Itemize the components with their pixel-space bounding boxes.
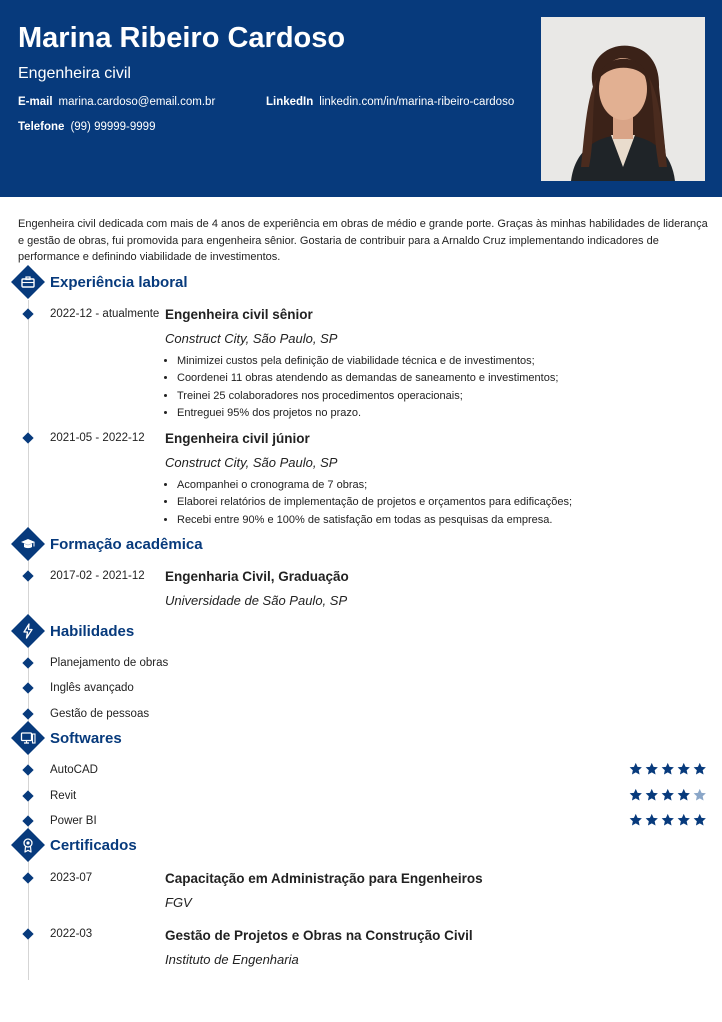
star-filled-icon [628,813,644,827]
star-filled-icon [644,788,660,802]
list-item: • Acompanhei o cronograma de 7 obras; [177,477,572,494]
timeline-marker [22,570,33,581]
job-dates: 2022-12 - atualmente [50,308,160,320]
star-filled-icon [644,762,660,776]
phone-value: (99) 99999-9999 [70,121,156,133]
list-item: • Coordenei 11 obras atendendo as demandas de saneamento e investimentos; [177,370,558,387]
header [0,0,722,197]
job-company: Construct City, São Paulo, SP [165,331,338,346]
certificates-section-title: Certificados [50,837,137,854]
professional-summary: Engenheira civil dedicada com mais de 4 anos de experiência em obras de médio e grande porte. Graças às minhas habilidades de liderança e gestão de obras, fui promovida para engenheira sênior. Gostaria de contribuir para a Arnaldo Cruz implementando indicadores de performance e definindo viabilidade de investimentos. [18,218,708,263]
software-section-title: Softwares [50,730,122,747]
linkedin-contact [266,96,514,108]
list-item: • Recebi entre 90% e 100% de satisfação em todas as pesquisas da empresa. [177,512,572,529]
timeline-marker [22,928,33,939]
certificate-title: Gestão de Projetos e Obras na Construção Civil [165,928,473,943]
software-rating [628,762,708,776]
timeline-marker [22,682,33,693]
candidate-role: Engenheira civil [18,65,131,82]
star-filled-icon [692,762,708,776]
timeline-marker [22,790,33,801]
star-filled-icon [660,788,676,802]
software-name: Revit [50,790,77,802]
timeline-marker [22,708,33,719]
timeline-marker [22,815,33,826]
education-dates: 2017-02 - 2021-12 [50,570,145,582]
job-bullets [163,353,558,422]
certificate-issuer: Instituto de Engenharia [165,952,299,967]
certificate-title: Capacitação em Administração para Engenheiros [165,871,483,886]
list-item: • Entreguei 95% dos projetos no prazo. [177,405,558,422]
experience-section-title: Experiência laboral [50,274,188,291]
certificate-issuer: FGV [165,895,192,910]
graduation-cap-icon [11,527,45,561]
candidate-name: Marina Ribeiro Cardoso [18,22,346,54]
list-item: • Minimizei custos pela definição de viabilidade técnica e de investimentos; [177,353,558,370]
software-rating [628,788,708,802]
linkedin-value[interactable]: linkedin.com/in/marina-ribeiro-cardoso [319,96,515,108]
timeline-marker [22,764,33,775]
list-item: • Treinei 25 colaboradores nos procedimentos operacionais; [177,388,558,405]
linkedin-label: LinkedIn [266,96,314,108]
software-rating [628,813,708,827]
star-filled-icon [660,762,676,776]
skill-item: Planejamento de obras [50,657,169,669]
star-filled-icon [628,788,644,802]
phone-label: Telefone [18,121,65,133]
email-value[interactable]: marina.cardoso@email.com.br [58,96,216,108]
briefcase-icon [11,265,45,299]
star-filled-icon [676,788,692,802]
job-title: Engenheira civil júnior [165,431,310,446]
star-filled-icon [628,762,644,776]
skill-item: Inglês avançado [50,682,134,694]
timeline-marker [22,432,33,443]
star-filled-icon [660,813,676,827]
timeline-marker [22,872,33,883]
star-empty-icon [692,788,708,802]
email-label: E-mail [18,96,53,108]
star-filled-icon [644,813,660,827]
certificate-date: 2023-07 [50,872,93,884]
profile-photo [541,17,705,181]
skills-section-title: Habilidades [50,623,135,640]
star-filled-icon [676,762,692,776]
star-filled-icon [692,813,708,827]
job-dates: 2021-05 - 2022-12 [50,432,145,444]
certificate-date: 2022-03 [50,928,93,940]
certificate-icon [11,828,45,862]
degree-title: Engenharia Civil, Graduação [165,569,349,584]
timeline-marker [22,308,33,319]
email-contact [18,96,215,108]
skill-item: Gestão de pessoas [50,708,150,720]
computer-icon [11,721,45,755]
star-filled-icon [676,813,692,827]
job-title: Engenheira civil sênior [165,307,313,322]
job-company: Construct City, São Paulo, SP [165,455,338,470]
timeline-marker [22,657,33,668]
software-name: Power BI [50,815,97,827]
job-bullets [163,477,572,529]
phone-contact [18,121,155,133]
lightning-icon [11,614,45,648]
education-section-title: Formação acadêmica [50,536,203,553]
software-name: AutoCAD [50,764,98,776]
list-item: • Elaborei relatórios de implementação de projetos e orçamentos para edificações; [177,494,572,511]
school-name: Universidade de São Paulo, SP [165,593,348,608]
